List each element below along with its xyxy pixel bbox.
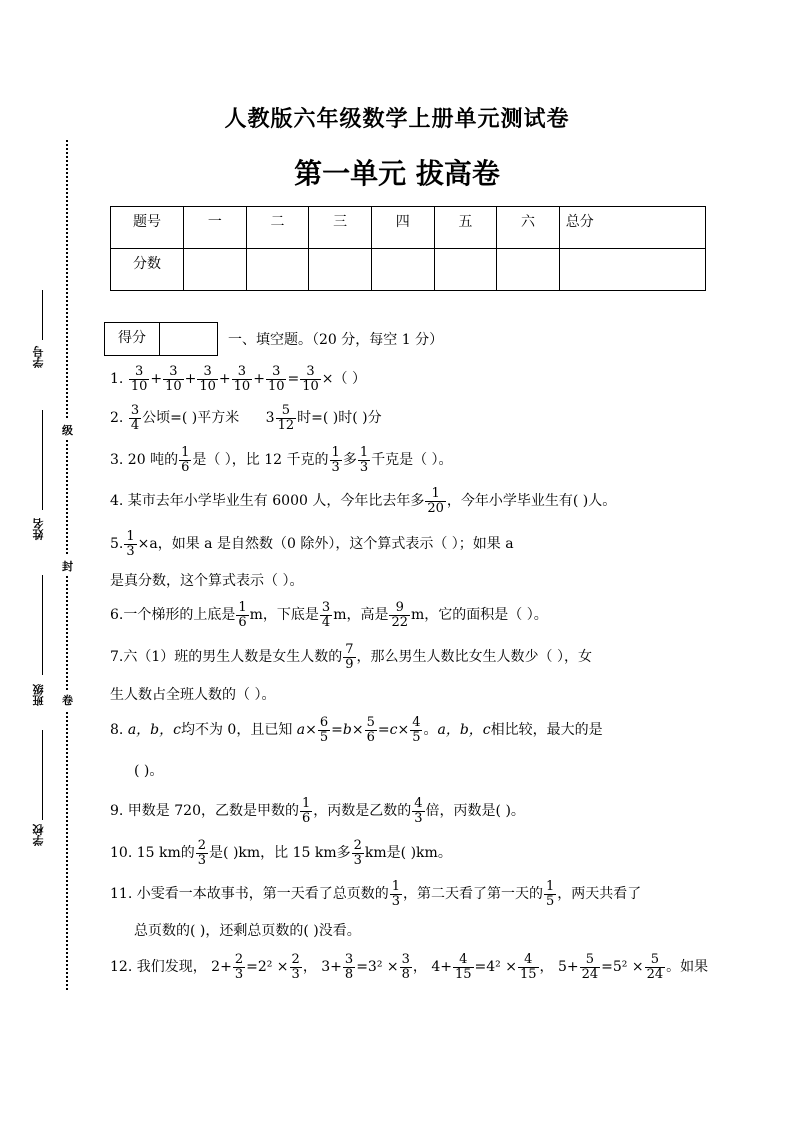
question-4: 4. 某市去年小学毕业生有 6000 人，今年比去年多 $\frac{1}{20}$ ，今年小学毕业生有( )人。 (110, 486, 617, 516)
school-label: 学校 (32, 824, 45, 846)
score-input-cell[interactable] (184, 249, 247, 291)
fraction: $\frac{4}{5}$ (412, 715, 421, 745)
fraction: $\frac{6}{5}$ (319, 715, 329, 745)
score-table-cell: 一 (184, 207, 247, 249)
section-score-label: 得分 (105, 323, 160, 355)
fraction: $\frac{3}{10}$ (267, 364, 285, 394)
fraction: $\frac{5}{6}$ (366, 715, 375, 745)
fraction: $\frac{3}{4}$ (130, 403, 140, 433)
fraction: $\frac{9}{22}$ (391, 600, 409, 630)
score-input-cell[interactable] (371, 249, 434, 291)
score-table-cell: 五 (434, 207, 497, 249)
fraction: $\frac{3}{10}$ (130, 364, 148, 394)
fraction: $\frac{1}{3}$ (331, 445, 340, 475)
score-table-cell: 三 (309, 207, 372, 249)
question-9: 9. 甲数是 720，乙数是甲数的 $\frac{1}{6}$ ，丙数是乙数的 $\frac{4}{3}$ 倍，丙数是( )。 (110, 796, 525, 826)
class-label: 班级 (32, 684, 45, 706)
question-11: 11. 小雯看一本故事书，第一天看了总页数的 $\frac{1}{3}$ ，第二天看了第一天的 $\frac{1}{5}$ ，两天共看了 (110, 879, 642, 909)
question-2: 2. $\frac{3}{4}$ 公顷=( )平方米 3 $\frac{5}{12}$ 时=( )时( )分 (110, 403, 382, 433)
class-line (42, 575, 43, 675)
question-8: 8. a，b，c均不为 0，且已知 a× $\frac{6}{5}$ =b× $\frac{5}{6}$ =c× $\frac{4}{5}$ 。a，b，c相比较，最大的是 (110, 715, 603, 745)
fraction: $\frac{2}{3}$ (291, 952, 300, 982)
score-table (110, 206, 706, 291)
score-table-cell: 总分 (559, 207, 705, 249)
question-8-cont: ( )。 (134, 763, 164, 779)
question-7-cont: 生人数占全班人数的（ ）。 (110, 687, 276, 703)
question-12: 12. 我们发现， 2+ $\frac{2}{3}$ =2² × $\frac{2}{3}$ ， 3+ $\frac{3}{8}$ =3² × $\frac{3}{8}$ ， 4+ $\frac{4}{15}$ =4² × $\frac{4}{15}$ ， 5+ $\frac{5}{24}$ =5² × $\frac{5}{24}$ 。如果 (110, 952, 709, 982)
fraction: $\frac{1}{5}$ (546, 879, 555, 909)
fraction: $\frac{1}{3}$ (359, 445, 369, 475)
score-input-cell[interactable] (246, 249, 309, 291)
fraction: $\frac{1}{20}$ (427, 486, 444, 516)
seal-char: 封 (62, 556, 72, 576)
section-score-box (104, 322, 218, 356)
fraction: $\frac{4}{15}$ (455, 952, 472, 982)
score-table-cell: 四 (371, 207, 434, 249)
score-input-cell[interactable] (497, 249, 560, 291)
fraction: $\frac{5}{12}$ (277, 403, 295, 433)
question-6: 6.一个梯形的上底是 $\frac{1}{6}$ m，下底是 $\frac{3}{4}$ m，高是 $\frac{9}{22}$ m，它的面积是（ ）。 (110, 600, 548, 630)
question-7: 7.六（1）班的男生人数是女生人数的 $\frac{7}{9}$ ，那么男生人数比女生人数少（ ），女 (110, 642, 592, 672)
question-11-cont: 总页数的( )，还剩总页数的( )没看。 (134, 923, 361, 939)
name-label: 姓名 (32, 518, 45, 540)
fraction: $\frac{2}{3}$ (234, 952, 244, 982)
fraction: $\frac{5}{24}$ (646, 952, 664, 982)
score-input-cell[interactable] (559, 249, 705, 291)
fraction: $\frac{1}{6}$ (301, 796, 311, 826)
question-1: 1. $\frac{3}{10}$ + $\frac{3}{10}$ + $\frac{3}{10}$ + $\frac{3}{10}$ + $\frac{3}{10}$ = $\frac{3}{10}$ ×（ ） (110, 364, 366, 394)
score-input-cell[interactable] (434, 249, 497, 291)
fraction: $\frac{2}{3}$ (197, 838, 207, 868)
fraction: $\frac{4}{15}$ (519, 952, 537, 982)
fraction: $\frac{1}{3}$ (126, 529, 135, 559)
name-line (42, 410, 43, 510)
fraction: $\frac{1}{3}$ (391, 879, 400, 909)
fraction: $\frac{5}{24}$ (581, 952, 599, 982)
fraction: $\frac{3}{10}$ (302, 364, 319, 394)
fraction: $\frac{1}{6}$ (238, 600, 247, 630)
fraction: $\frac{3}{8}$ (401, 952, 410, 982)
score-table-cell: 二 (246, 207, 309, 249)
question-10: 10. 15 km的 $\frac{2}{3}$ 是( )km，比 15 km多 $\frac{2}{3}$ km是( )km。 (110, 838, 452, 868)
fraction: $\frac{3}{10}$ (165, 364, 182, 394)
fraction: $\frac{7}{9}$ (345, 642, 354, 672)
score-table-header-row (111, 207, 706, 249)
section-heading: 一、填空题。（20 分，每空 1 分） (228, 332, 444, 348)
score-input-cell[interactable] (309, 249, 372, 291)
question-3: 3. 20 吨的 $\frac{1}{6}$ 是（ ），比 12 千克的 $\frac{1}{3}$ 多 $\frac{1}{3}$ 千克是（ ）。 (110, 445, 453, 475)
fraction: $\frac{3}{10}$ (199, 364, 216, 394)
question-5: 5. $\frac{1}{3}$ ×a，如果 a 是自然数（0 除外），这个算式表示（ ）；如果 a (110, 529, 514, 559)
fraction: $\frac{2}{3}$ (353, 838, 362, 868)
grade-char: 级 (62, 420, 72, 440)
volume-char: 卷 (62, 690, 72, 710)
page-subtitle: 第一单元 拔高卷 (294, 157, 500, 190)
question-5-cont: 是真分数，这个算式表示（ ）。 (110, 573, 304, 589)
student-no-line (42, 290, 43, 340)
fraction: $\frac{1}{6}$ (181, 445, 190, 475)
score-table-score-row (111, 249, 706, 291)
score-table-cell: 题号 (111, 207, 184, 249)
fraction: $\frac{3}{10}$ (233, 364, 251, 394)
fraction: $\frac{3}{8}$ (344, 952, 354, 982)
fraction: $\frac{3}{4}$ (321, 600, 331, 630)
student-no-label: 学号 (32, 346, 45, 368)
fraction: $\frac{4}{3}$ (414, 796, 423, 826)
score-table-cell: 六 (497, 207, 560, 249)
score-table-cell: 分数 (111, 249, 184, 291)
page-title: 人教版六年级数学上册单元测试卷 (224, 106, 570, 132)
school-line (42, 730, 43, 820)
